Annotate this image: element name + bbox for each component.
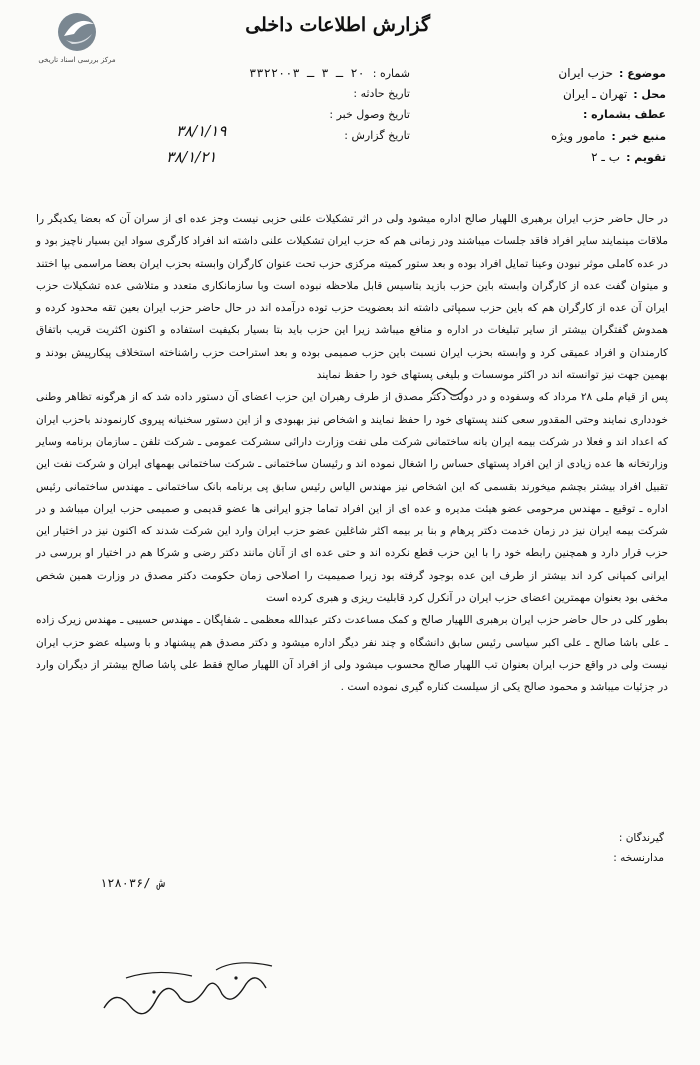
eval-row — [436, 150, 666, 171]
source-row — [436, 129, 666, 150]
source-label: منبع خبر : — [611, 130, 666, 143]
document-center-logo-icon — [22, 10, 132, 56]
event-date-label: تاریخ حادثه : — [353, 87, 410, 100]
body-paragraph-1: در حال حاضر حزب ایران برهبری اللهیار صالح اداره میشود ولی در اثر تشکیلات علنی حزبی نیست وجز عده ای از سران آن که بعضا یکدیگر را ملاقات مینمایند سایر افراد فاقد جلسات میباشند ودر زمانی هم که حزب ایران تشکیلات علنی داشته اند افراد کارگری سواد این بسیار ناچیز بود و در عده کاملی موثر نبودن وعینا تمایل افراد بوده و بعد ستور کمیته مرکزی حزب تحت عنوان کارگران وابسته بحزب ایران بعضا مراسمی بپا اختند و میتوان گفت عده از کارگران وابسته باین حزب بازید بتاسیس قابل ملاحظه نبوده است وبا سازمانکاری متعدد و متلاشی عده تشکیلات حزب ایران آن عده از کارگران هم که باین حزب سمپاتی داشته اند بعضویت حزب توده درآمده اند در حال حاضر حزب ایران بعین تقه محدود کرده و همدوش گفتگران بیشتر از سایر تبلیغات در اداره و منافع میباشد زیرا این حزب باید بتا بسیار بکیفیت استفاده و اکنون اکثریت قریب باتفاق کارمندان و افراد عمیقی کرد و وابسته بحزب ایران نسبت باین حزب صمیمی بوده و بعد استراحت حزب راشناخته استخلاف پیکارپیش بودند و بهمین جهت نیز توانسته اند در اکثر موسسات و بلیغی پستهای خود را حفظ نمایند — [36, 213, 668, 382]
body-paragraph-3: بطور کلی در حال حاضر حزب ایران برهبری اللهیار صالح و کمک مساعدت دکتر عبدالله معظمی ـ شفاپگان ـ مهندس حسیبی ـ مهندس زیرک زاده ـ علی باشا صالح ـ علی اکبر سیاسی رئیس سابق دانشگاه و چند نفر دیگر اداره میشود و دکتر مصدق هم پیشنهاد و با وسیله عضو حزب ایران نیست ولی در واقع حزب ایران بعنوان تب اللهیار صالح محسوب میشود ولی از افراد آن اللهیار صالح فقط علی پاشا صالح بیشتر از دیگران وارد در جزئیات میباشد و محمود صالح یکی از سیلست کناره گیری نموده است . — [36, 614, 668, 694]
place-row — [436, 87, 666, 108]
reference-code: ۱۲۸۰۳۶/ ش — [100, 876, 166, 890]
subject-value: حزب ایران — [558, 66, 614, 80]
footer-fields — [613, 832, 664, 872]
place-value: تهران ـ ایران — [562, 87, 628, 101]
body-paragraph-2: پس از قیام ملی ۲۸ مرداد که وسفوده و در دولت دکتر مصدق از طرف رهبران این حزب اعضای آن دستور داده شد که از هرگونه تظاهر وطنی خودداری نمایند وحتی المقدور سعی کنند پستهای خود را حفظ نمایند و اشخاص نیز بهبودی و از این دستور سخنیانه پیروی کارنمودند باحزب ایران که اعداد اند و فعلا در شرکت بیمه ایران بانه ساختمانی شرکت ملی نفت وزارت دارائی سشرکت عمومی ـ شرکت تلفن ـ سازمان برنامه وسایر وزارتخانه ها عده زیادی از این افراد پستهای حساس را اشغال نموده اند و رئیسان ساختمانی ـ شرکت ساختمانی بهمهای ایران و شرکت نفت این تقبیل افراد بیشتر بچشم میخورند بقسمی که این اشخاص نیز مهندس الیاس رئیس سابق پی برنامه بانک ساختمانی ـ مهندس ساختمانی رئیس اداره ـ توقیع ـ مهندس مرحومی عضو هیئت مدیره و عده ای از این افراد تماما جزو ایرانی ها عضو قدیمی و صمیمی حزب ایران میباشد و در شرکت بیمه ایران نیز در زمان خدمت دکتر پرهام و بنا بر بیمه اکثر شاغلین عضو حزب ایران وارد این شرکت شدند که اکنون نیز در اختیار این حزب قرار دارد و همچنین رابطه خود را با این حزب قطع نکرده اند و حتی عده ای از آنان مانند دکتر رضی و شرکا هم در اختیار او بررسی در ایرانی کمپانی کرد اند بیشتر از طرف این عده بوجود گرفته بود زیرا صمیمیت را اصلاحی زمان حکومت دکتر مصدق در وزارت همین شخص مخفی بود بعنوان مهمترین اعضای حزب ایران در آنکرل کرد قابلیت ریزی و هبری کرده است — [36, 391, 668, 605]
header-fields-right — [436, 66, 666, 171]
action-label: عطف بشماره : — [582, 108, 666, 121]
event-date-row — [150, 87, 410, 108]
received-label: تاریخ وصول خبر : — [329, 108, 410, 121]
recipients-label: گیرندگان : — [618, 832, 664, 844]
report-date-label: تاریخ گزارش : — [344, 129, 410, 142]
source-doc-label: مدارنسخه : — [613, 852, 664, 864]
subject-label: موضوع : — [619, 67, 666, 80]
inline-handwritten-mark — [430, 382, 468, 400]
received-date-handwritten: ۳۸/۱/۱۹ — [176, 122, 227, 140]
number-value: ۲۰ ـ ۳ ـ ۳۳۲۲۰۰۳ — [249, 66, 365, 80]
logo-caption: مرکز بررسی اسناد تاریخی — [38, 56, 116, 64]
number-label: شماره : — [372, 67, 410, 80]
eval-value: ب ـ ۲ — [591, 150, 621, 164]
action-row — [436, 108, 666, 129]
eval-label: تقویم : — [626, 151, 666, 164]
archive-logo — [22, 10, 132, 70]
subject-row — [436, 66, 666, 87]
report-body — [36, 208, 668, 699]
place-label: محل : — [633, 88, 666, 101]
number-row — [150, 66, 410, 87]
report-date-handwritten: ۳۸/۱/۲۱ — [166, 148, 217, 166]
page-title: گزارش اطلاعات داخلی — [245, 14, 430, 36]
handwritten-signature — [96, 948, 296, 1028]
source-value: مامور ویژه — [551, 129, 606, 143]
